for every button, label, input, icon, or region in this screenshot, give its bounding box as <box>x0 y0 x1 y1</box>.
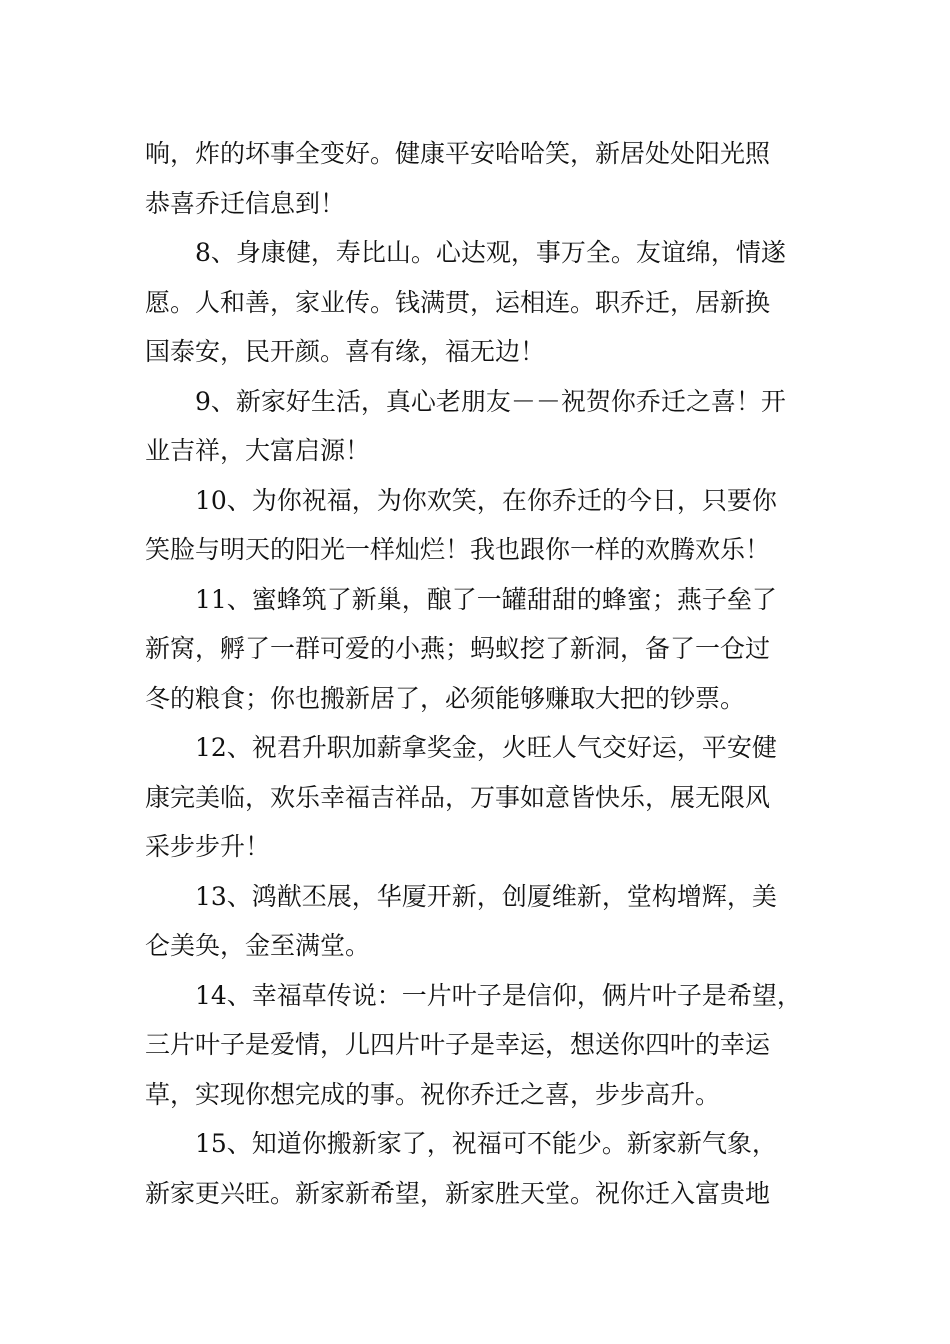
text-line: 国泰安，民开颜。喜有缘，福无边！ <box>145 337 546 366</box>
text-line: 三片叶子是爱情，儿四片叶子是幸运，想送你四叶的幸运 <box>145 1030 771 1059</box>
text-line: 仑美奂，金至满堂。 <box>145 931 371 960</box>
text-line: 采步步升！ <box>145 832 271 861</box>
text-line: 愿。人和善，家业传。钱满贯，运相连。职乔迁，居新换 <box>145 287 771 317</box>
text-line: 9、新家好生活，真心老朋友－－祝贺你乔迁之喜！开 <box>195 386 786 416</box>
text-line: 业吉祥，大富启源！ <box>145 436 371 465</box>
document-body <box>145 129 845 1218</box>
text-line: 11、蜜蜂筑了新巢，酿了一罐甜甜的蜂蜜；燕子垒了 <box>195 584 777 614</box>
text-line: 冬的粮食；你也搬新居了，必须能够赚取大把的钞票。 <box>145 683 746 713</box>
text-line: 12、祝君升职加薪拿奖金，火旺人气交好运，平安健 <box>195 733 777 762</box>
text-line: 康完美临，欢乐幸福吉祥品，万事如意皆快乐，展无限风 <box>145 782 771 812</box>
text-line: 13、鸿猷丕展，华厦开新，创厦维新，堂构增辉，美 <box>195 881 777 911</box>
text-line: 8、身康健，寿比山。心达观，事万全。友谊绵，情遂 <box>195 238 786 267</box>
text-line: 15、知道你搬新家了，祝福可不能少。新家新气象， <box>195 1129 777 1158</box>
text-line: 响，炸的坏事全变好。健康平安哈哈笑，新居处处阳光照 <box>145 139 771 168</box>
text-line: 新家更兴旺。新家新希望，新家胜天堂。祝你迁入富贵地 <box>145 1178 771 1208</box>
text-line: 10、为你祝福，为你欢笑，在你乔迁的今日，只要你 <box>195 485 777 515</box>
text-line: 新窝，孵了一群可爱的小燕；蚂蚁挖了新洞，备了一仓过 <box>145 634 771 663</box>
text-line: 草，实现你想完成的事。祝你乔迁之喜，步步高升。 <box>145 1079 721 1109</box>
text-line: 14、幸福草传说：一片叶子是信仰，俩片叶子是希望， <box>195 980 802 1010</box>
text-line: 恭喜乔迁信息到！ <box>145 188 346 218</box>
text-line: 笑脸与明天的阳光一样灿烂！我也跟你一样的欢腾欢乐！ <box>145 535 771 564</box>
